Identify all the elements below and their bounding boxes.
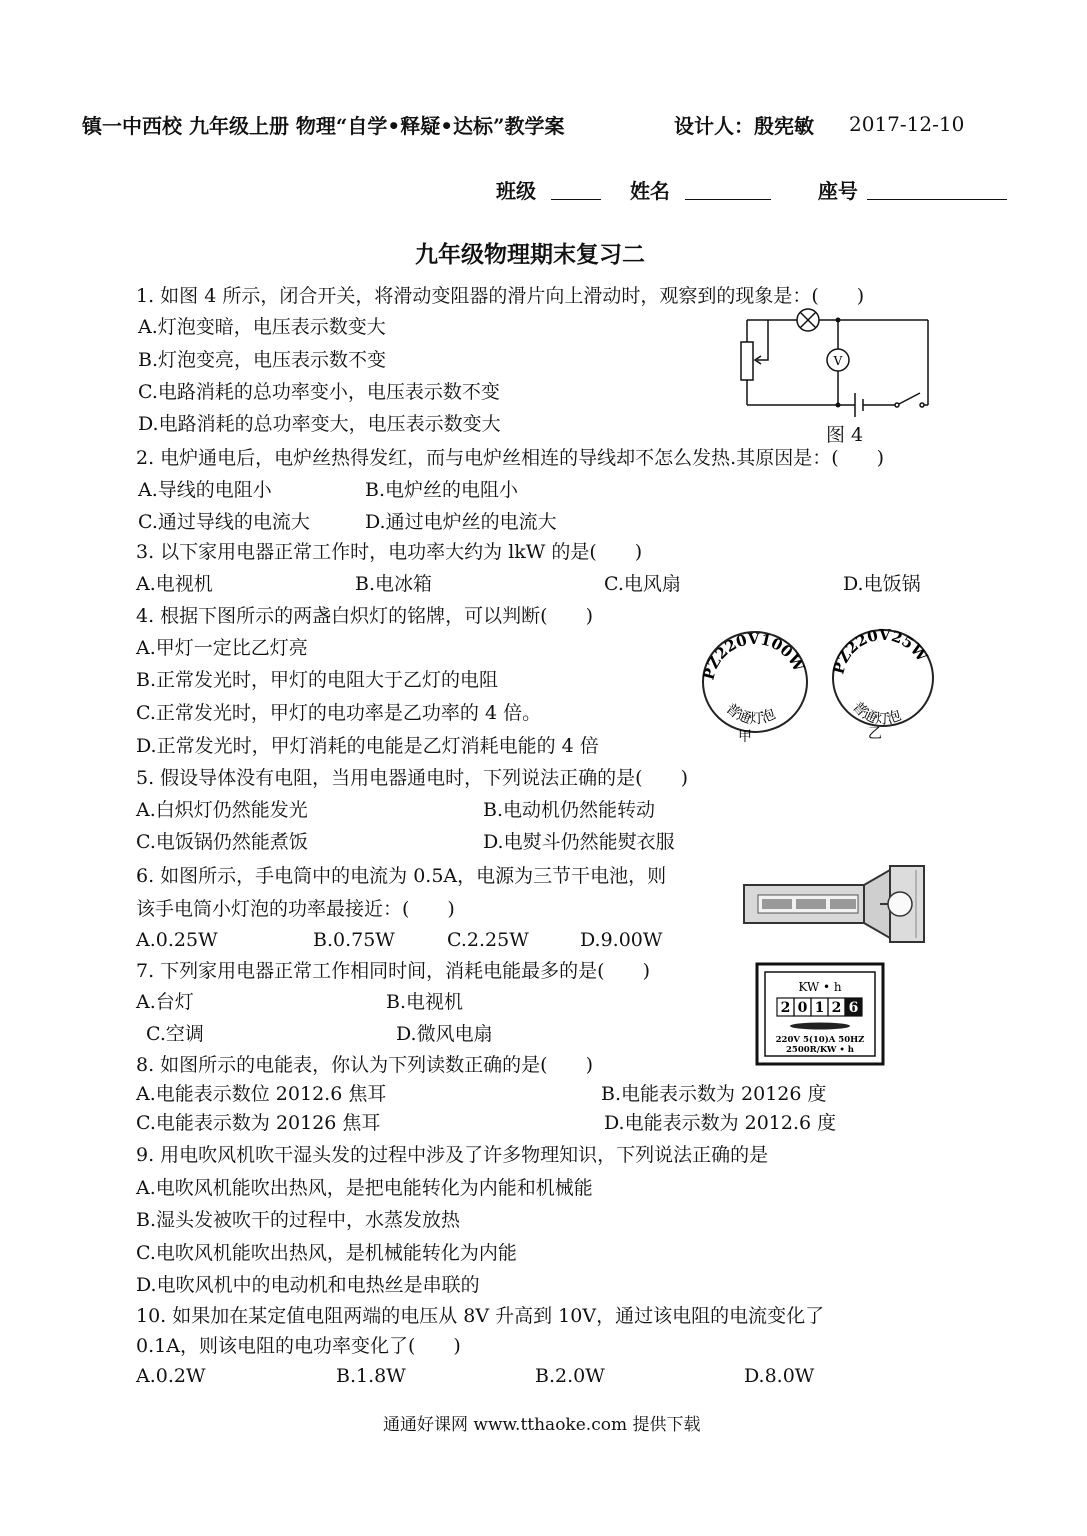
lamp-jia-bottom-text: 普通灯泡	[722, 700, 778, 728]
lamp-jia-rating: PZ220V100W	[699, 629, 808, 682]
q7-option-c: C.空调	[146, 1023, 204, 1045]
q4-stem: 4. 根据下图所示的两盏白炽灯的铭牌，可以判断( )	[136, 605, 593, 627]
q4-option-d: D.正常发光时，甲灯消耗的电能是乙灯消耗电能的 4 倍	[136, 735, 599, 757]
student-info-row	[496, 175, 1007, 204]
q1-option-b: B.灯泡变亮，电压表示数不变	[138, 349, 387, 371]
q9-option-a: A.电吹风机能吹出热风，是把电能转化为内能和机械能	[136, 1177, 593, 1199]
q7-option-b: B.电视机	[386, 991, 464, 1013]
meter-digit: 2	[780, 1000, 791, 1016]
q5-option-a: A.白炽灯仍然能发光	[136, 799, 308, 821]
meter-digit: 0	[797, 1000, 808, 1016]
lamp-yi	[829, 626, 933, 728]
q6-option-b: B.0.75W	[313, 929, 395, 951]
q2-option-d: D.通过电炉丝的电流大	[365, 511, 557, 533]
q4-option-c: C.正常发光时，甲灯的电功率是乙功率的 4 倍。	[136, 702, 542, 724]
q1-option-a: A.灯泡变暗，电压表示数变大	[138, 316, 386, 338]
q5-option-d: D.电熨斗仍然能熨衣服	[483, 831, 675, 853]
q3-option-d: D.电饭锅	[843, 573, 921, 595]
q2-option-b: B.电炉丝的电阻小	[365, 479, 519, 501]
q6-option-d: D.9.00W	[580, 929, 663, 951]
voltmeter-symbol: V	[833, 354, 843, 368]
junction-dot	[836, 318, 841, 323]
q6-stem-line2: 该手电筒小灯泡的功率最接近：( )	[136, 898, 455, 920]
q1-option-d: D.电路消耗的总功率变大，电压表示数变大	[138, 413, 501, 435]
q3-option-a: A.电视机	[136, 573, 213, 595]
class-blank[interactable]	[551, 179, 601, 200]
q8-option-c: C.电能表示数为 20126 焦耳	[136, 1112, 381, 1134]
name-blank[interactable]	[685, 179, 771, 200]
q2-option-c: C.通过导线的电流大	[138, 511, 310, 533]
meter-spec-2: 2500R/KW • h	[786, 1045, 854, 1055]
meter-digit: 1	[814, 1000, 825, 1016]
lamp-yi-label: 乙	[868, 726, 882, 742]
q3-option-c: C.电风扇	[604, 573, 681, 595]
q3-option-b: B.电冰箱	[355, 573, 433, 595]
q6-option-a: A.0.25W	[136, 929, 218, 951]
q6-stem-line1: 6. 如图所示，手电筒中的电流为 0.5A，电源为三节干电池，则	[136, 865, 667, 887]
name-label: 姓名	[629, 179, 670, 203]
q10-option-a: A.0.2W	[136, 1365, 206, 1387]
q10-stem-line1: 10. 如果加在某定值电阻两端的电压从 8V 升高到 10V，通过该电阻的电流变化了	[136, 1305, 825, 1327]
q6-option-c: C.2.25W	[447, 929, 529, 951]
q9-stem: 9. 用电吹风机吹干湿头发的过程中涉及了许多物理知识，下列说法正确的是	[136, 1144, 769, 1166]
q9-option-d: D.电吹风机中的电动机和电热丝是串联的	[136, 1274, 480, 1296]
class-label: 班级	[496, 179, 536, 203]
meter-digit-decimal: 6	[848, 1000, 859, 1016]
q9-option-c: C.电吹风机能吹出热风，是机械能转化为内能	[136, 1242, 517, 1264]
lamp-yi-rating: PZ220V25W	[829, 625, 932, 676]
q10-option-c: B.2.0W	[535, 1365, 605, 1387]
q5-option-c: C.电饭锅仍然能煮饭	[136, 831, 308, 853]
q3-stem: 3. 以下家用电器正常工作时，电功率大约为 lkW 的是( )	[136, 541, 643, 563]
q4-option-b: B.正常发光时，甲灯的电阻大于乙灯的电阻	[136, 669, 499, 691]
footer-text: 通通好课网 www.tthaoke.com 提供下载	[383, 1415, 701, 1435]
q7-option-d: D.微风电扇	[396, 1023, 493, 1045]
q8-option-d: D.电能表示数为 2012.6 度	[604, 1112, 837, 1134]
q8-option-b: B.电能表示数为 20126 度	[601, 1083, 827, 1105]
q7-stem: 7. 下列家用电器正常工作相同时间，消耗电能最多的是( )	[136, 960, 650, 982]
q7-option-a: A.台灯	[136, 991, 194, 1013]
q2-stem: 2. 电炉通电后，电炉丝热得发红，而与电炉丝相连的导线却不怎么发热.其原因是：( )	[136, 447, 885, 469]
header-title: 镇一中西校 九年级上册 物理“自学•释疑•达标”教学案	[82, 114, 565, 138]
page-title: 九年级物理期末复习二	[415, 241, 645, 268]
q10-option-b: B.1.8W	[336, 1365, 406, 1387]
lamp-jia	[699, 630, 808, 732]
q1-stem: 1. 如图 4 所示，闭合开关，将滑动变阻器的滑片向上滑动时，观察到的现象是：( )	[136, 285, 865, 307]
q1-option-c: C.电路消耗的总功率变小，电压表示数不变	[138, 381, 500, 403]
lamp-jia-label: 甲	[738, 729, 752, 745]
q2-option-a: A.导线的电阻小	[138, 479, 272, 501]
figure-4-caption: 图 4	[826, 424, 864, 446]
seat-label: 座号	[817, 179, 858, 203]
q10-stem-line2: 0.1A，则该电阻的电功率变化了( )	[136, 1335, 461, 1357]
q10-option-d: D.8.0W	[744, 1365, 815, 1387]
meter-spec-1: 220V 5(10)A 50HZ	[775, 1035, 865, 1045]
q8-stem: 8. 如图所示的电能表，你认为下列读数正确的是( )	[136, 1054, 593, 1076]
meter-digit: 2	[831, 1000, 842, 1016]
header-date: 2017-12-10	[849, 112, 965, 136]
flashlight-figure	[740, 860, 940, 945]
q4-option-a: A.甲灯一定比乙灯亮	[136, 637, 308, 659]
junction-dot	[836, 403, 841, 408]
circuit-diagram-figure	[735, 305, 940, 425]
q8-option-a: A.电能表示数位 2012.6 焦耳	[136, 1083, 387, 1105]
q5-option-b: B.电动机仍然能转动	[483, 799, 656, 821]
header-designer: 设计人：殷宪敏	[674, 114, 814, 138]
lamp-yi-bottom-text: 普通灯泡	[848, 698, 904, 728]
lamp-nameplates-figure	[690, 620, 950, 745]
electric-meter-figure	[755, 962, 885, 1066]
meter-disc	[790, 1023, 850, 1030]
meter-unit: KW • h	[798, 980, 842, 994]
q9-option-b: B.湿头发被吹干的过程中，水蒸发放热	[136, 1209, 461, 1231]
seat-blank[interactable]	[867, 179, 1007, 200]
q5-stem: 5. 假设导体没有电阻，当用电器通电时，下列说法正确的是( )	[136, 767, 688, 789]
